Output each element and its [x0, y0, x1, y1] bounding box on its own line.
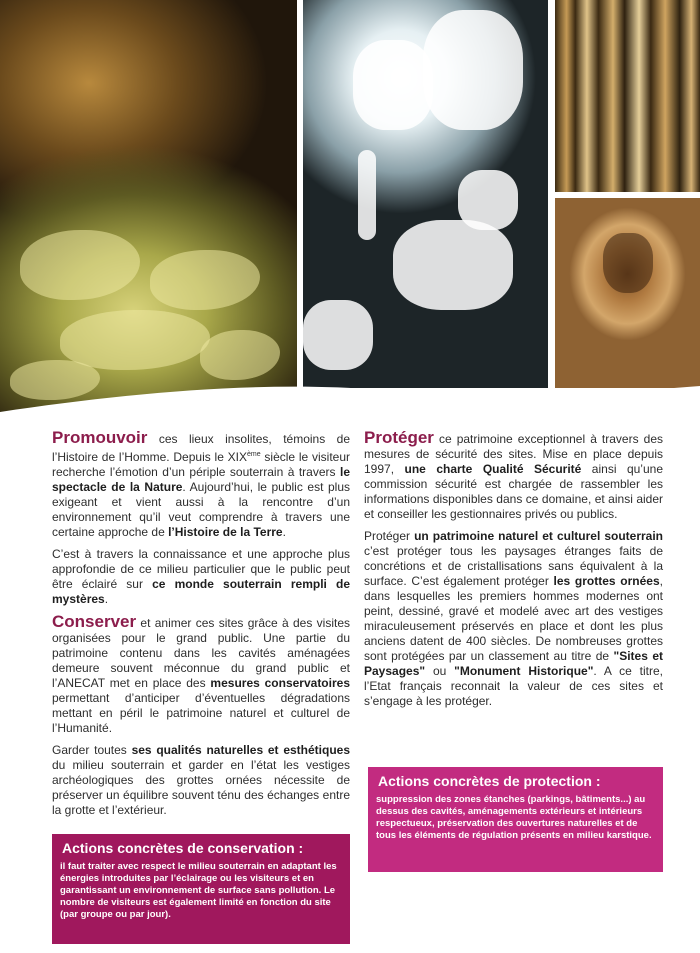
wave-divider [0, 372, 700, 415]
conserver-heading: Conserver [52, 612, 137, 631]
proteger-paragraph: Protéger ce patrimoine exceptionnel à travers des mesures de sécurité des sites. Mise en place depuis 1997, une charte Qualité Sécurité ainsi qu’une commission sécurité est chargée de rassembler les informations disponibles dans ce domaine, et ainsi aider et conseiller les gestionnaires privés ou publics. [364, 428, 663, 521]
promouvoir-heading: Promouvoir [52, 428, 148, 447]
cave-pools-photo [0, 0, 297, 415]
stalagmites-photo [555, 0, 700, 192]
crystal-photo [303, 0, 548, 388]
proteger-paragraph-2: Protéger un patrimoine naturel et culturel souterrain c’est protéger tous les paysages étranges faits de concrétions et de cristallisations sans équivalent à la surface. C’est également protéger les grottes ornées, dans lesquelles les premiers hommes modernes ont peint, dessiné, gravé et modelé avec art des vestiges miraculeusement préservés en place et dont les plus anciens datent de 400 siècles. De nombreuses grottes sont protégées par un classement au titre de "Sites et Paysages" ou "Monument Historique". A ce titre, l’Etat français reconnait la valeur de ces sites et s’engage à les protéger. [364, 529, 664, 708]
conserver-paragraph-2: Garder toutes ses qualités naturelles et esthétiques du milieu souterrain et garder en l’état les vestiges archéologiques des grottes ornées nécessite de préserver un équilibre souvent ténu des échanges entre la grotte et l’extérieur. [52, 743, 350, 817]
rock-art-photo [555, 198, 700, 388]
protection-actions-body: suppression des zones étanches (parkings, bâtiments...) au dessus des cavités, aménagements extérieurs et intérieurs respectueux, préservation des ouvertures naturelles et de tous les éléments de régulation présents en milieu karstique. [376, 794, 652, 841]
proteger-heading: Protéger [364, 428, 434, 447]
promouvoir-paragraph: Promouvoir ces lieux insolites, témoins de l’Histoire de l’Homme. Depuis le XIXème siècle le visiteur recherche l’émotion d’un périple souterrain à travers le spectacle de la Nature. Aujourd’hui, le public est plus exigeant et vient aussi à la rencontre d’un environnement qu’il veut comprendre à travers une certaine approche de l’Histoire de la Terre. [52, 428, 351, 539]
right-column [364, 430, 663, 716]
protection-actions-title: Actions concrètes de protection : [378, 773, 601, 789]
left-column [52, 430, 350, 825]
conservation-actions-title: Actions concrètes de conservation : [62, 840, 304, 856]
conservation-actions-box [52, 834, 350, 944]
promouvoir-paragraph-2: C’est à travers la connaissance et une approche plus approfondie de ce milieu particulier que le public peut être éclairé sur ce monde souterrain rempli de mystères. [52, 547, 350, 606]
conservation-actions-body: il faut traiter avec respect le milieu souterrain en adaptant les énergies introduites par l’éclairage ou les visiteurs et en garantissant un environnement de surface sans pollution. Le nombre de visiteurs est également limité en fonction du site (par groupe ou par jour). [60, 861, 337, 920]
conserver-paragraph: Conserver et animer ces sites grâce à des visites organisées pour le grand public. Une partie du patrimoine contenu dans les cavités aménagées demeure souvent méconnue du grand public et l’ANECAT met en place des mesures conservatoires permettant d’anticiper d’éventuelles dégradations mettant en péril le patrimoine naturel et culturel de l’Humanité. [52, 612, 350, 735]
photo-strip [0, 0, 700, 415]
protection-actions-box [368, 767, 663, 872]
